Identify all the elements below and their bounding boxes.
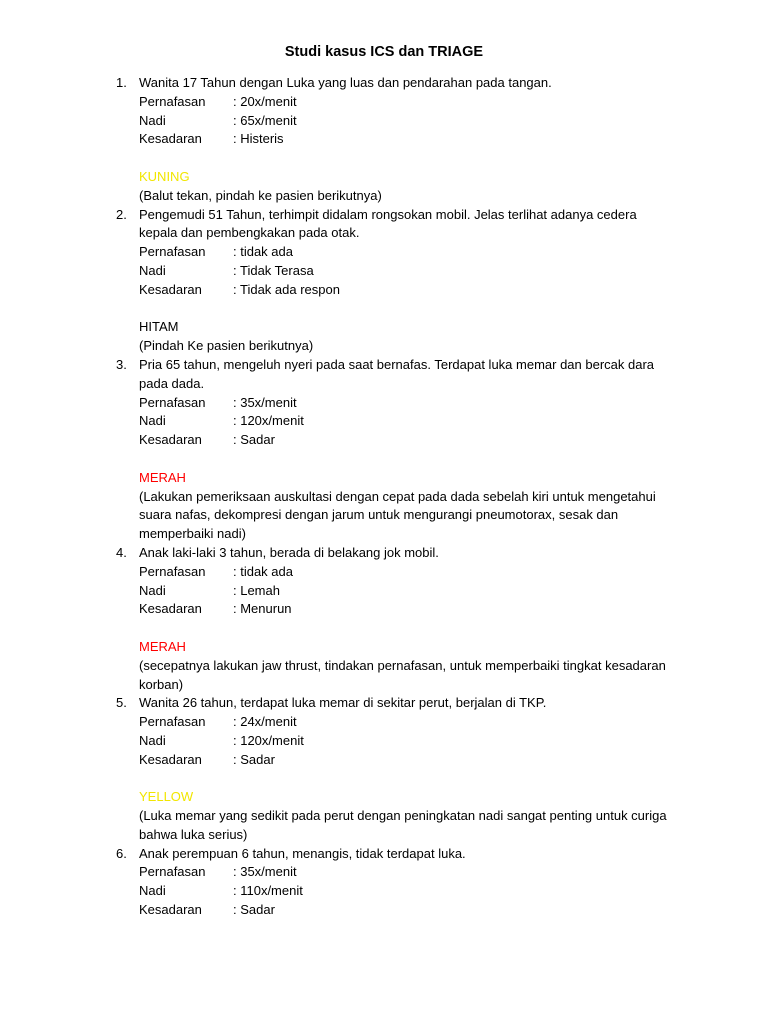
- case-item: [0, 206, 768, 356]
- case-description-line: Pengemudi 51 Tahun, terhimpit didalam rongsokan mobil. Jelas terlihat adanya cedera: [139, 206, 637, 222]
- vital-label: Kesadaran: [139, 902, 202, 918]
- triage-note-line: korban): [139, 676, 184, 692]
- triage-note-line: (Balut tekan, pindah ke pasien berikutnya): [139, 187, 382, 203]
- case-description-line: Pria 65 tahun, mengeluh nyeri pada saat bernafas. Terdapat luka memar dan bercak dara: [139, 356, 655, 372]
- vital-row: [139, 863, 679, 882]
- case-body: [139, 544, 679, 694]
- vital-row: [139, 713, 679, 732]
- case-body: [139, 694, 679, 844]
- triage-note-line: suara nafas, dekompresi dengan jarum untuk mengurangi pneumotorax, sesak dan: [139, 507, 619, 523]
- vital-row: [139, 431, 679, 450]
- vital-row: [139, 563, 679, 582]
- triage-category: MERAH: [139, 638, 186, 654]
- page-title: Studi kasus ICS dan TRIAGE: [284, 44, 484, 60]
- vital-label: Pernafasan: [139, 93, 206, 109]
- vital-row: [139, 130, 679, 149]
- case-description-line: Anak perempuan 6 tahun, menangis, tidak terdapat luka.: [139, 845, 466, 861]
- vital-label: Nadi: [139, 112, 166, 128]
- case-number: 4.: [116, 544, 127, 560]
- case-item: [0, 544, 768, 694]
- vital-value: : Menurun: [233, 601, 292, 617]
- case-body: [139, 845, 679, 920]
- spacer: [139, 300, 679, 319]
- triage-note-line: (Pindah Ke pasien berikutnya): [139, 338, 314, 354]
- vital-value: : 35x/menit: [233, 864, 297, 880]
- triage-note-line: bahwa luka serius): [139, 826, 248, 842]
- vital-row: [139, 394, 679, 413]
- vital-value: : Sadar: [233, 432, 275, 448]
- vital-label: Kesadaran: [139, 601, 202, 617]
- vital-value: : Sadar: [233, 751, 275, 767]
- case-description-line: Wanita 17 Tahun dengan Luka yang luas dan pendarahan pada tangan.: [139, 75, 552, 90]
- vital-value: : Sadar: [233, 902, 275, 918]
- case-item: [0, 694, 768, 844]
- vital-label: Pernafasan: [139, 714, 206, 730]
- case-description-line: pada dada.: [139, 375, 205, 391]
- vital-row: [139, 243, 679, 262]
- vital-label: Nadi: [139, 262, 166, 278]
- vital-value: : Histeris: [233, 131, 284, 147]
- vital-row: [139, 732, 679, 751]
- vital-label: Pernafasan: [139, 394, 206, 410]
- vital-value: : 110x/menit: [233, 883, 303, 899]
- vital-label: Kesadaran: [139, 751, 202, 767]
- vital-label: Pernafasan: [139, 244, 206, 260]
- case-body: [139, 74, 679, 206]
- vital-label: Nadi: [139, 883, 166, 899]
- vital-row: [139, 882, 679, 901]
- case-number: 2.: [116, 206, 127, 222]
- spacer: [139, 769, 679, 788]
- case-number: 1.: [116, 75, 127, 90]
- case-item: [0, 74, 768, 206]
- vital-value: : 65x/menit: [233, 112, 297, 128]
- triage-note-line: (Luka memar yang sedikit pada perut dengan peningkatan nadi sangat penting untuk curiga: [139, 808, 667, 824]
- vital-label: Kesadaran: [139, 281, 202, 297]
- case-description-line: kepala dan pembengkakan pada otak.: [139, 225, 360, 241]
- vital-value: : 120x/menit: [233, 732, 304, 748]
- triage-note-line: (Lakukan pemeriksaan auskultasi dengan cepat pada dada sebelah kiri untuk mengetahui: [139, 488, 656, 504]
- case-item: [0, 356, 768, 544]
- vital-row: [139, 262, 679, 281]
- vital-value: : 35x/menit: [233, 394, 297, 410]
- vital-value: : tidak ada: [233, 244, 293, 260]
- vital-row: [139, 582, 679, 601]
- spacer: [139, 450, 679, 469]
- vital-row: [139, 93, 679, 112]
- vital-value: : Tidak ada respon: [233, 281, 340, 297]
- vital-label: Kesadaran: [139, 432, 202, 448]
- case-number: 3.: [116, 356, 127, 372]
- vital-label: Kesadaran: [139, 131, 202, 147]
- case-list: [0, 74, 768, 920]
- vital-row: [139, 112, 679, 131]
- case-description-line: Wanita 26 tahun, terdapat luka memar di sekitar perut, berjalan di TKP.: [139, 695, 547, 711]
- vital-row: [139, 412, 679, 431]
- triage-category: KUNING: [139, 168, 190, 184]
- vital-label: Nadi: [139, 413, 166, 429]
- triage-note-line: memperbaiki nadi): [139, 526, 246, 542]
- vital-value: : tidak ada: [233, 563, 293, 579]
- triage-category: YELLOW: [139, 789, 194, 805]
- triage-category: MERAH: [139, 469, 186, 485]
- case-body: [139, 356, 679, 544]
- vital-value: : 20x/menit: [233, 93, 297, 109]
- vital-label: Nadi: [139, 732, 166, 748]
- vital-value: : 24x/menit: [233, 714, 297, 730]
- triage-note-line: (secepatnya lakukan jaw thrust, tindakan pernafasan, untuk memperbaiki tingkat kesadaran: [139, 657, 666, 673]
- vital-row: [139, 600, 679, 619]
- case-number: 5.: [116, 695, 127, 711]
- case-body: [139, 206, 679, 356]
- vital-label: Pernafasan: [139, 864, 206, 880]
- case-description-line: Anak laki-laki 3 tahun, berada di belakang jok mobil.: [139, 544, 439, 560]
- vital-row: [139, 751, 679, 770]
- vital-value: : 120x/menit: [233, 413, 304, 429]
- spacer: [139, 149, 679, 168]
- vital-value: : Lemah: [233, 582, 280, 598]
- triage-category: HITAM: [139, 319, 179, 335]
- case-number: 6.: [116, 845, 127, 861]
- vital-value: : Tidak Terasa: [233, 262, 314, 278]
- vital-row: [139, 281, 679, 300]
- vital-label: Pernafasan: [139, 563, 206, 579]
- spacer: [139, 619, 679, 638]
- case-item: [0, 845, 768, 920]
- vital-row: [139, 901, 679, 920]
- vital-label: Nadi: [139, 582, 166, 598]
